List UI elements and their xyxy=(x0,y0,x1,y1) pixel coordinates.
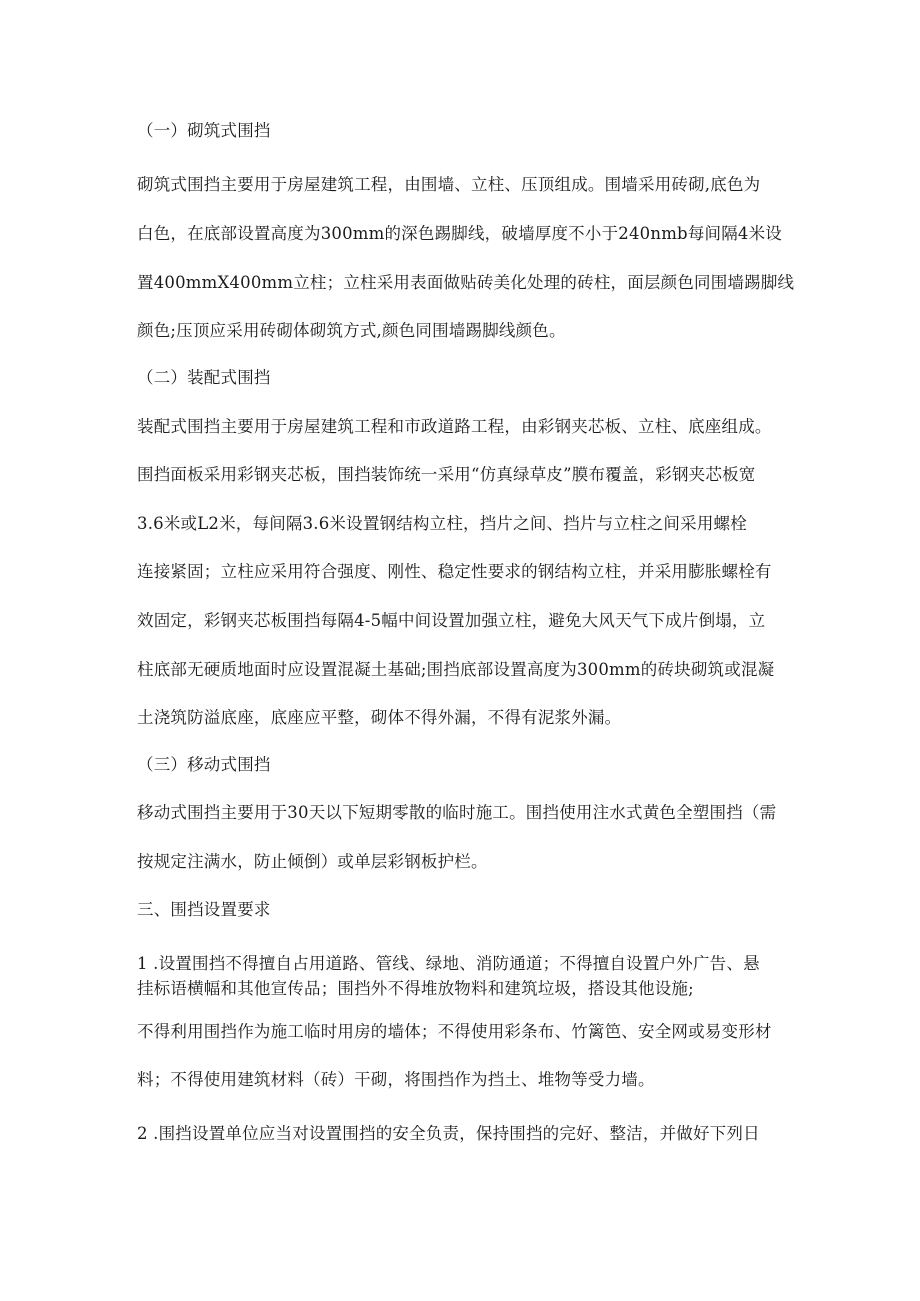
list-item-line: 挂标语横幅和其他宣传品；围挡外不得堆放物料和建筑垃圾，搭设其他设施; xyxy=(137,979,694,998)
paragraph-line: 柱底部无硬质地面时应设置混凝土基础;围挡底部设置高度为300mm的砖块砌筑或混凝 xyxy=(137,660,775,679)
paragraph-line: 围挡面板采用彩钢夹芯板，围挡装饰统一采用“仿真绿草皮”膜布覆盖，彩钢夹芯板宽 xyxy=(137,465,756,484)
paragraph-line: 料；不得使用建筑材料（砖）干砌，将围挡作为挡土、堆物等受力墙。 xyxy=(137,1070,655,1089)
paragraph-line: 移动式围挡主要用于30天以下短期零散的临时施工。围挡使用注水式黄色全塑围挡（需 xyxy=(137,803,777,822)
heading-assembled-hoarding: （二）装配式围挡 xyxy=(137,368,271,387)
paragraph-line: 置400mmX400mm立柱；立柱采用表面做贴砖美化处理的砖柱，面层颜色同围墙踢脚线 xyxy=(137,273,795,292)
paragraph-line: 按规定注满水，防止倾倒）或单层彩钢板护栏。 xyxy=(137,852,488,871)
heading-masonry-hoarding: （一）砌筑式围挡 xyxy=(137,121,271,140)
paragraph-line: 白色，在底部设置高度为300mm的深色踢脚线，破墙厚度不小于240nmb每间隔4米设 xyxy=(137,224,783,243)
paragraph-line: 颜色;压顶应采用砖砌体砌筑方式,颜色同围墙踢脚线颜色。 xyxy=(137,321,566,340)
paragraph-line: 砌筑式围挡主要用于房屋建筑工程，由围墙、立柱、压顶组成。围墙采用砖砌,底色为 xyxy=(137,175,761,194)
paragraph-line: 装配式围挡主要用于房屋建筑工程和市政道路工程，由彩钢夹芯板、立柱、底座组成。 xyxy=(137,417,772,436)
paragraph-line: 不得利用围挡作为施工临时用房的墙体；不得使用彩条布、竹篱笆、安全网或易变形材 xyxy=(137,1022,772,1041)
heading-hoarding-requirements: 三、围挡设置要求 xyxy=(137,900,271,919)
list-item-line: 1 .设置围挡不得擅自占用道路、管线、绿地、消防通道；不得擅自设置户外广告、悬 xyxy=(137,954,760,973)
heading-mobile-hoarding: （三）移动式围挡 xyxy=(137,755,271,774)
paragraph-line: 效固定，彩钢夹芯板围挡每隔4-5幅中间设置加强立柱，避免大风天气下成片倒塌，立 xyxy=(137,611,766,630)
paragraph-line: 土浇筑防溢底座，底座应平整，砌体不得外漏，不得有泥浆外漏。 xyxy=(137,708,622,727)
paragraph-line: 3.6米或L2米，每间隔3.6米设置钢结构立柱，挡片之间、挡片与立柱之间采用螺栓 xyxy=(137,514,747,533)
list-item-line: 2 .围挡设置单位应当对设置围挡的安全负责，保持围挡的完好、整洁，并做好下列日 xyxy=(137,1124,760,1143)
paragraph-line: 连接紧固；立柱应采用符合强度、刚性、稳定性要求的钢结构立柱，并采用膨胀螺栓有 xyxy=(137,562,772,581)
